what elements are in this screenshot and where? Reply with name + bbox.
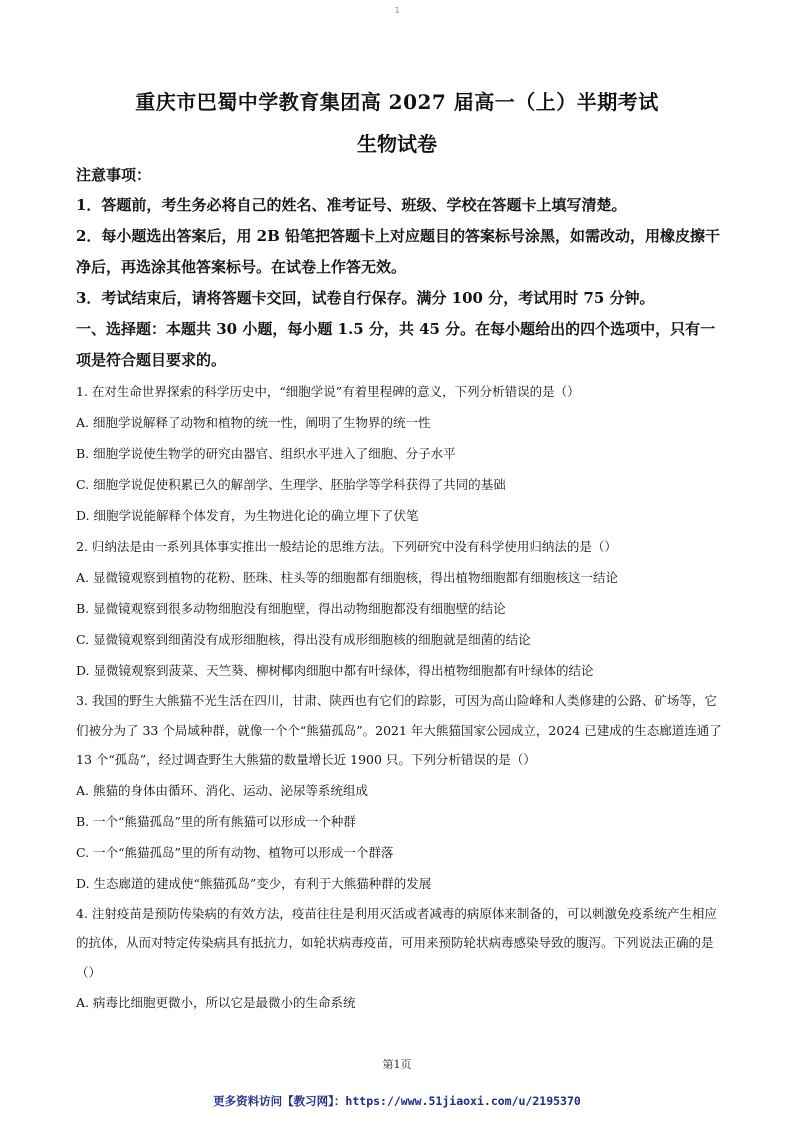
page-number: 第1页 [382,1058,412,1071]
exam-title: 重庆市巴蜀中学教育集团高 2027 届高一（上）半期考试 [135,90,659,114]
exam-subtitle: 生物试卷 [357,132,437,156]
exam-content [76,164,726,1018]
question-option: A. 熊猫的身体由循环、消化、运动、泌尿等系统组成 [76,782,368,798]
question-option: A. 显微镜观察到植物的花粉、胚珠、柱头等的细胞都有细胞核，得出植物细胞都有细胞核这一结论 [76,570,618,585]
notice-item: 2．每小题选出答案后，用 2B 铅笔把答题卡上对应题目的答案标号涂黑，如需改动，用橡皮擦干净后，再选涂其他答案标号。在试卷上作答无效。 [76,227,721,276]
question-stem: 1. 在对生命世界探索的科学历史中，“细胞学说”有着里程碑的意义，下列分析错误的是（） [76,384,580,399]
question-option: C. 一个“熊猫孤岛”里的所有动物、植物可以形成一个群落 [76,844,394,860]
question-option: A. 病毒比细胞更微小，所以它是最微小的生命系统 [76,995,356,1010]
question-stem: 3. 我国的野生大熊猫不光生活在四川，甘肃、陕西也有它们的踪影，可因为高山险峰和人类修建的公路、矿场等，它们被分为了 33 个局域种群，就像一个个“熊猫孤岛”。2021 年大熊猫国家公园成立，2024 已建成的生态廊道连通了 13 个“孤岛”，经过调查野生大熊猫的数量增长近 1900 只。下列分析错误的是（） [76,693,722,767]
question-option: B. 一个“熊猫孤岛”里的所有熊猫可以形成一个种群 [76,813,356,829]
section-heading: 一、选择题：本题共 30 小题，每小题 1.5 分，共 45 分。在每小题给出的四个选项中，只有一项是符合题目要求的。 [76,320,716,369]
question-option: A. 细胞学说解释了动物和植物的统一性，阐明了生物界的统一性 [76,415,431,430]
notice-heading: 注意事项： [76,166,152,184]
question-option: D. 生态廊道的建成使“熊猫孤岛”变少，有利于大熊猫种群的发展 [76,875,432,891]
question-option: B. 细胞学说使生物学的研究由器官、组织水平进入了细胞、分子水平 [76,446,456,461]
question-option: C. 细胞学说促使积累已久的解剖学、生理学、胚胎学等学科获得了共同的基础 [76,477,506,492]
resource-link[interactable]: 更多资料访问【教习网】：https://www.51jiaoxi.com/u/2195370 [213,1094,581,1108]
question-option: D. 显微镜观察到菠菜、天竺葵、柳树椰肉细胞中都有叶绿体，得出植物细胞都有叶绿体的结论 [76,663,594,678]
question-stem: 4. 注射疫苗是预防传染病的有效方法，疫苗往往是利用灭活或者减毒的病原体来制备的，可以刺激免疫系统产生相应的抗体，从而对特定传染病具有抵抗力，如轮状病毒疫苗，可用来预防轮状病毒感染导致的腹泻。下列说法正确的是（） [76,905,717,980]
question-stem: 2. 归纳法是由一系列具体事实推出一般结论的思维方法。下列研究中没有科学使用归纳法的是（） [76,539,617,554]
notice-item: 3．考试结束后，请将答题卡交回，试卷自行保存。满分 100 分，考试用时 75 分钟。 [76,289,655,307]
question-option: B. 显微镜观察到很多动物细胞没有细胞壁，得出动物细胞都没有细胞壁的结论 [76,601,506,616]
notice-item: 1．答题前，考生务必将自己的姓名、准考证号、班级、学校在答题卡上填写清楚。 [76,196,627,214]
question-option: D. 细胞学说能解释个体发育，为生物进化论的确立埋下了伏笔 [76,508,419,523]
page-top-mark: 1 [394,6,400,15]
question-option: C. 显微镜观察到细菌没有成形细胞核，得出没有成形细胞核的细胞就是细菌的结论 [76,632,531,647]
